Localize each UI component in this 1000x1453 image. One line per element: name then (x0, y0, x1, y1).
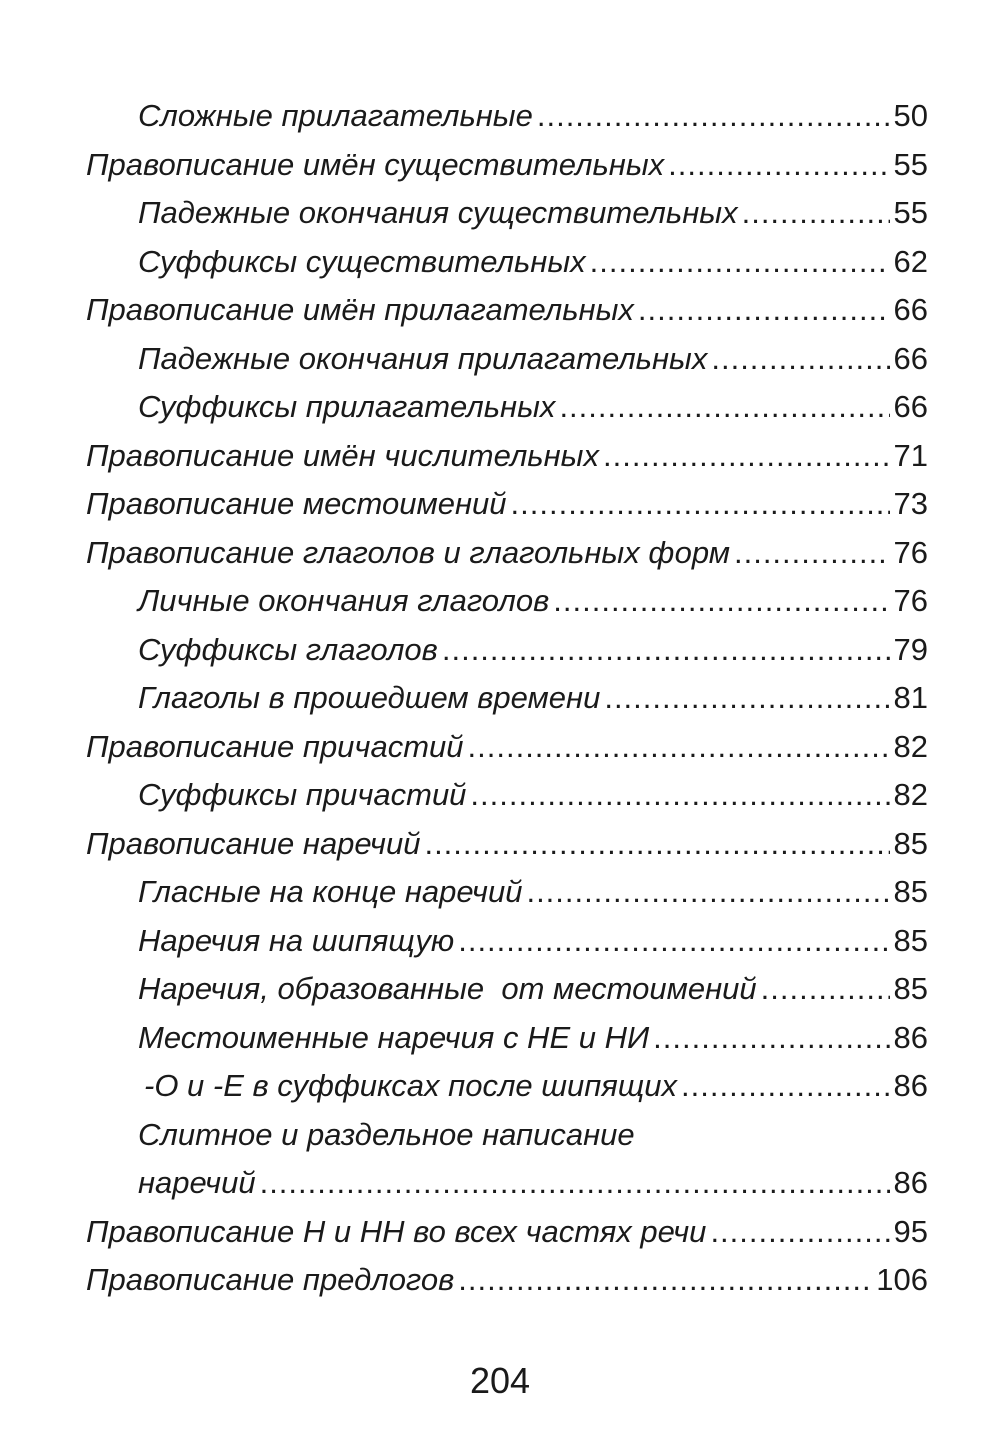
toc-entry[interactable] (138, 335, 928, 384)
toc-entry-page: 55 (893, 146, 928, 182)
toc-dot-leader (458, 1256, 872, 1305)
toc-entry-page: 62 (893, 243, 928, 279)
toc-entry-title: Правописание местоимений (86, 486, 507, 521)
toc-dot-leader (559, 383, 889, 432)
toc-dot-leader (590, 238, 890, 287)
toc-dot-leader (761, 965, 890, 1014)
toc-entry-title: Гласные на конце наречий (138, 874, 523, 909)
toc-entry[interactable] (86, 1208, 928, 1257)
toc-entry-page: 50 (893, 98, 928, 133)
toc-entry[interactable] (138, 674, 928, 723)
toc-entry[interactable] (138, 868, 928, 917)
toc-dot-leader (260, 1159, 890, 1208)
toc-dot-leader (711, 335, 889, 384)
toc-entry[interactable] (86, 1256, 928, 1305)
toc-entry[interactable] (138, 238, 928, 287)
toc-entry-title: Правописание причастий (86, 728, 464, 764)
toc-entry-title: Личные окончания глаголов (138, 583, 550, 618)
toc-entry-page: 73 (893, 486, 928, 521)
toc-entry-page: 66 (893, 389, 928, 424)
toc-entry[interactable] (86, 529, 928, 578)
toc-entry-page: 85 (893, 874, 928, 909)
toc-entry[interactable] (86, 723, 928, 772)
toc-entry-page: 76 (893, 583, 928, 618)
toc-dot-leader (511, 480, 890, 529)
toc-entry-title: Суффиксы прилагательных (138, 389, 556, 424)
toc-entry[interactable] (86, 141, 928, 190)
toc-entry-title: -О и -Е в суффиксах после шипящих (144, 1068, 677, 1103)
toc-entry-page: 86 (893, 1019, 928, 1055)
toc-dot-leader (537, 92, 890, 141)
toc-entry-title: Правописание наречий (86, 825, 421, 861)
toc-dot-leader (470, 771, 889, 820)
toc-dot-leader (442, 626, 890, 675)
toc-entry-title: Наречия на шипящую (138, 922, 455, 958)
toc-entry[interactable] (86, 480, 928, 529)
toc-entry-page: 95 (893, 1213, 928, 1249)
toc-entry[interactable] (138, 189, 928, 238)
toc-entry-title: Сложные прилагательные (138, 98, 533, 133)
toc-dot-leader (424, 820, 889, 869)
toc-entry-title: Падежные окончания прилагательных (138, 340, 708, 376)
toc-entry-title: Правописание имён существительных (86, 146, 665, 182)
toc-dot-leader (668, 141, 889, 190)
toc-entry[interactable] (138, 92, 928, 141)
table-of-contents (80, 92, 928, 1305)
toc-entry-page: 76 (893, 534, 928, 570)
toc-entry-title: Правописание Н и НН во всех частях речи (86, 1213, 707, 1249)
toc-entry[interactable] (86, 432, 928, 481)
toc-dot-leader (638, 286, 890, 335)
toc-entry-title: Суффиксы существительных (138, 243, 586, 279)
toc-dot-leader (468, 723, 890, 772)
toc-dot-leader (742, 189, 890, 238)
toc-entry-page: 66 (893, 340, 928, 376)
toc-dot-leader (710, 1208, 889, 1257)
toc-entry-page: 86 (893, 1068, 928, 1103)
toc-entry-page: 86 (893, 1165, 928, 1200)
toc-entry[interactable] (138, 577, 928, 626)
toc-entry-title: Глаголы в прошедшем времени (138, 680, 601, 715)
toc-entry-title: Правописание предлогов (86, 1262, 455, 1297)
toc-dot-leader (458, 917, 889, 966)
toc-entry-title: Падежные окончания существительных (138, 195, 738, 230)
toc-entry-page: 106 (876, 1262, 928, 1297)
toc-entry[interactable] (86, 820, 928, 869)
toc-entry[interactable] (138, 1062, 928, 1111)
toc-entry-page: 79 (893, 631, 928, 667)
toc-entry[interactable] (86, 286, 928, 335)
toc-entry-title: Правописание имён числительных (86, 437, 599, 473)
page-number: 204 (469, 1360, 531, 1401)
toc-entry-title: Правописание глаголов и глагольных форм (86, 534, 730, 570)
toc-entry[interactable] (138, 1014, 928, 1063)
toc-dot-leader (603, 432, 890, 481)
toc-entry-title-line2: наречий (138, 1165, 256, 1200)
toc-entry-page: 81 (893, 680, 928, 715)
toc-entry-title: Суффиксы причастий (138, 777, 467, 812)
toc-entry-page: 85 (893, 825, 928, 861)
toc-dot-leader (681, 1062, 890, 1111)
toc-entry-title: Местоименные наречия с НЕ и НИ (138, 1019, 650, 1055)
toc-dot-leader (553, 577, 889, 626)
toc-entry-page: 82 (893, 728, 928, 764)
toc-entry-page: 82 (893, 777, 928, 812)
toc-entry[interactable] (138, 965, 928, 1014)
toc-dot-leader (653, 1014, 889, 1063)
toc-entry[interactable] (138, 626, 928, 675)
toc-entry[interactable] (138, 771, 928, 820)
toc-dot-leader (734, 529, 890, 578)
toc-entry-page: 55 (893, 195, 928, 230)
toc-entry-page: 66 (893, 292, 928, 327)
toc-dot-leader (526, 868, 889, 917)
toc-entry[interactable] (138, 917, 928, 966)
toc-entry-title-line1: Слитное и раздельное написание (138, 1116, 635, 1152)
toc-entry-title: Правописание имён прилагательных (86, 292, 634, 327)
toc-entry-title: Наречия, образованные от местоимений (138, 971, 757, 1006)
toc-dot-leader (604, 674, 889, 723)
toc-entry-page: 71 (893, 437, 928, 473)
toc-entry-page: 85 (893, 922, 928, 958)
toc-entry-wrapped[interactable] (138, 1111, 928, 1208)
toc-entry[interactable] (138, 383, 928, 432)
toc-entry-page: 85 (893, 971, 928, 1006)
toc-entry-title: Суффиксы глаголов (138, 631, 438, 667)
